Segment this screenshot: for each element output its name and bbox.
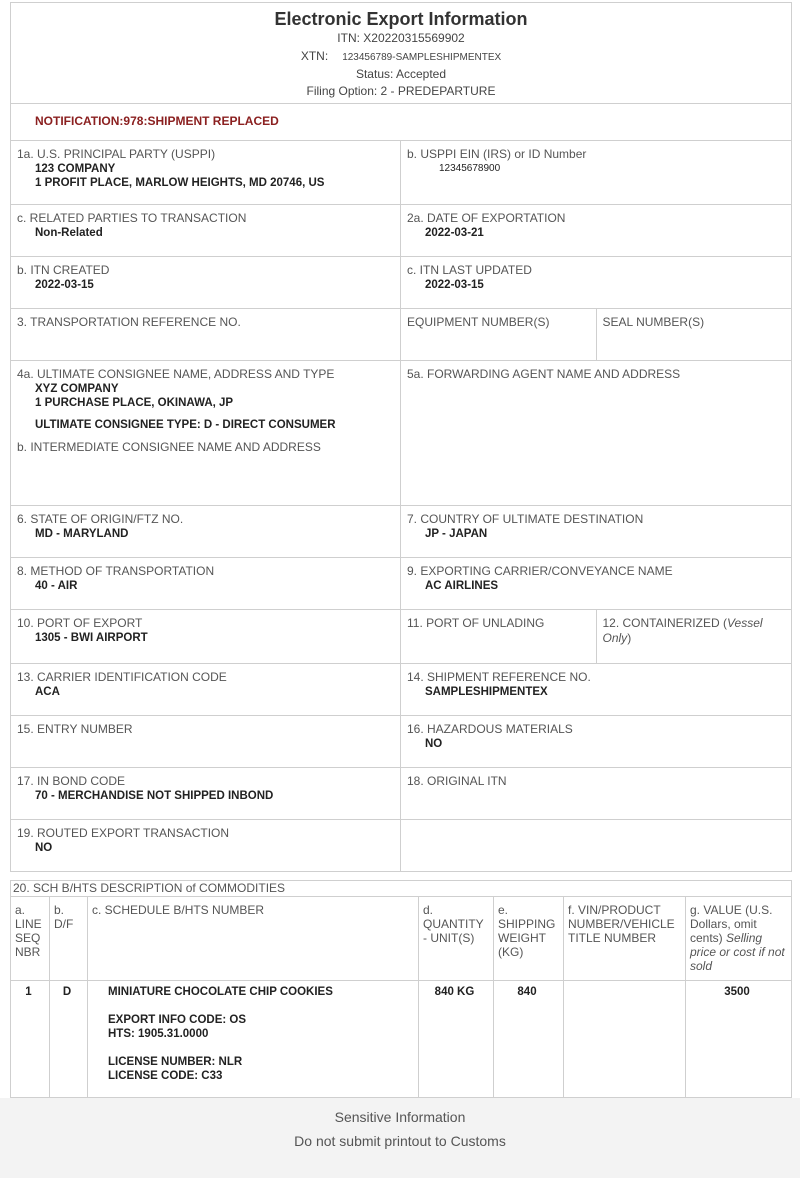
shipment-ref-label: 14. SHIPMENT REFERENCE NO. <box>407 670 591 684</box>
hazardous-label: 16. HAZARDOUS MATERIALS <box>407 722 573 736</box>
country-label: 7. COUNTRY OF ULTIMATE DESTINATION <box>407 512 644 526</box>
xtn-value: 123456789-SAMPLESHIPMENTEX <box>342 52 502 63</box>
col-schedule <box>87 897 418 1097</box>
consignee-name: XYZ COMPANY <box>35 383 119 395</box>
containerized-label-close: ) <box>627 631 632 645</box>
usppi-ein-value: 12345678900 <box>439 163 501 174</box>
cell-carrier <box>400 558 791 609</box>
row-carrier-id <box>11 664 791 716</box>
inbond-label: 17. IN BOND CODE <box>17 774 126 788</box>
cell-shipment-ref <box>400 664 791 715</box>
commodities-table <box>11 897 791 1097</box>
entry-label: 15. ENTRY NUMBER <box>17 722 133 736</box>
related-label: c. RELATED PARTIES TO TRANSACTION <box>17 211 247 225</box>
header-quantity: d. QUANTITY - UNIT(S) <box>419 897 493 981</box>
containerized-label-italic: Vessel Only <box>602 616 763 645</box>
header-value <box>686 897 791 981</box>
cell-weight: 840 <box>517 986 537 998</box>
country-value: JP - JAPAN <box>425 528 488 540</box>
cell-containerized <box>596 610 792 663</box>
cell-transport-ref <box>11 309 400 360</box>
cell-port-export <box>11 610 400 663</box>
cell-quantity: 840 KG <box>434 986 475 998</box>
cell-equipment <box>400 309 596 360</box>
transport-ref-label: 3. TRANSPORTATION REFERENCE NO. <box>17 315 241 329</box>
consignee-label: 4a. ULTIMATE CONSIGNEE NAME, ADDRESS AND TYPE <box>17 367 335 381</box>
notification-text: NOTIFICATION:978:SHIPMENT REPLACED <box>35 114 279 128</box>
cell-empty <box>400 820 791 871</box>
hazardous-value: NO <box>425 738 443 750</box>
row-inbond <box>11 768 791 820</box>
footer-notice <box>0 1098 800 1178</box>
row-ports <box>11 610 791 664</box>
commodities-section <box>10 880 792 1098</box>
row-consignee <box>11 361 791 506</box>
xtn-label: XTN: <box>300 49 329 63</box>
routed-value: NO <box>35 842 53 854</box>
row-routed <box>11 820 791 872</box>
carrier-id-label: 13. CARRIER IDENTIFICATION CODE <box>17 670 227 684</box>
carrier-label: 9. EXPORTING CARRIER/CONVEYANCE NAME <box>407 564 673 578</box>
export-date-value: 2022-03-21 <box>425 227 484 239</box>
xtn-line <box>11 48 791 66</box>
inbond-value: 70 - MERCHANDISE NOT SHIPPED INBOND <box>35 790 274 802</box>
cell-itn-created <box>11 257 400 308</box>
document-title: Electronic Export Information <box>274 9 528 29</box>
cell-inbond <box>11 768 400 819</box>
cell-port-unlading <box>400 610 596 663</box>
col-quantity <box>418 897 493 1097</box>
port-export-label: 10. PORT OF EXPORT <box>17 616 143 630</box>
col-df <box>49 897 87 1097</box>
license-code: LICENSE CODE: C33 <box>108 1070 223 1082</box>
original-itn-label: 18. ORIGINAL ITN <box>407 774 507 788</box>
cell-state <box>11 506 400 557</box>
port-export-value: 1305 - BWI AIRPORT <box>35 632 148 644</box>
col-vin <box>563 897 685 1097</box>
consignee-address: 1 PURCHASE PLACE, OKINAWA, JP <box>35 397 234 409</box>
header-value-italic: Selling price or cost if not sold <box>690 931 785 973</box>
row-related <box>11 205 791 257</box>
port-unlading-label: 11. PORT OF UNLADING <box>406 616 545 630</box>
header-schedule: c. SCHEDULE B/HTS NUMBER <box>88 897 418 981</box>
export-date-label: 2a. DATE OF EXPORTATION <box>407 211 566 225</box>
cell-seal <box>596 309 792 360</box>
cell-df: D <box>62 986 72 998</box>
intermediate-label: b. INTERMEDIATE CONSIGNEE NAME AND ADDRESS <box>17 440 321 454</box>
footer-line-2: Do not submit printout to Customs <box>294 1133 506 1149</box>
header-vin: f. VIN/PRODUCT NUMBER/VEHICLE TITLE NUMBER <box>564 897 685 981</box>
routed-label: 19. ROUTED EXPORT TRANSACTION <box>17 826 230 840</box>
filing-option-line: Filing Option: 2 - PREDEPARTURE <box>306 84 496 98</box>
cell-usppi <box>11 141 400 204</box>
method-label: 8. METHOD OF TRANSPORTATION <box>17 564 215 578</box>
status-line: Status: Accepted <box>355 67 447 81</box>
cell-itn-updated <box>400 257 791 308</box>
usppi-name: 123 COMPANY <box>35 163 116 175</box>
col-weight <box>493 897 563 1097</box>
itn-created-value: 2022-03-15 <box>35 279 94 291</box>
forwarding-label: 5a. FORWARDING AGENT NAME AND ADDRESS <box>407 367 681 381</box>
col-value <box>685 897 791 1097</box>
document-header <box>10 2 792 140</box>
containerized-label-text: 12. CONTAINERIZED ( <box>602 616 727 630</box>
header-value-text: g. VALUE (U.S. Dollars, omit cents) <box>690 903 773 945</box>
state-label: 6. STATE OF ORIGIN/FTZ NO. <box>17 512 184 526</box>
header-df: b. D/F <box>50 897 87 981</box>
cell-export-date <box>400 205 791 256</box>
cell-carrier-id <box>11 664 400 715</box>
cell-country <box>400 506 791 557</box>
hts-code: HTS: 1905.31.0000 <box>108 1028 209 1040</box>
license-number: LICENSE NUMBER: NLR <box>108 1056 243 1068</box>
usppi-address: 1 PROFIT PLACE, MARLOW HEIGHTS, MD 20746, US <box>35 177 325 189</box>
shipment-ref-value: SAMPLESHIPMENTEX <box>425 686 548 698</box>
row-entry <box>11 716 791 768</box>
row-usppi <box>11 141 791 205</box>
carrier-id-value: ACA <box>35 686 60 698</box>
carrier-value: AC AIRLINES <box>425 580 499 592</box>
cell-line: 1 <box>25 986 32 998</box>
itn-line: ITN: X20220315569902 <box>337 31 465 45</box>
commodities-title: 20. SCH B/HTS DESCRIPTION of COMMODITIES <box>11 881 791 897</box>
header-line: a. LINE SEQ NBR <box>11 897 49 981</box>
cell-consignee <box>11 361 400 505</box>
method-value: 40 - AIR <box>35 580 78 592</box>
cell-method <box>11 558 400 609</box>
containerized-label <box>603 616 786 646</box>
cell-related <box>11 205 400 256</box>
usppi-ein-label: b. USPPI EIN (IRS) or ID Number <box>407 147 587 161</box>
footer-line-1: Sensitive Information <box>334 1109 466 1125</box>
consignee-type: ULTIMATE CONSIGNEE TYPE: D - DIRECT CONSUMER <box>35 419 336 431</box>
seal-label: SEAL NUMBER(S) <box>602 315 705 329</box>
export-info-code: EXPORT INFO CODE: OS <box>108 1014 247 1026</box>
commodity-description: MINIATURE CHOCOLATE CHIP COOKIES <box>108 986 333 998</box>
cell-description <box>88 981 418 1083</box>
fields-grid <box>10 140 792 872</box>
cell-usppi-ein <box>400 141 791 204</box>
cell-routed <box>11 820 400 871</box>
cell-forwarding <box>400 361 791 505</box>
cell-value: 3500 <box>724 986 750 998</box>
cell-hazardous <box>400 716 791 767</box>
itn-updated-label: c. ITN LAST UPDATED <box>407 263 532 277</box>
cell-entry <box>11 716 400 767</box>
cell-vin <box>564 981 685 985</box>
col-line <box>11 897 49 1097</box>
row-transport-ref <box>11 309 791 361</box>
row-state-country <box>11 506 791 558</box>
usppi-label: 1a. U.S. PRINCIPAL PARTY (USPPI) <box>17 147 216 161</box>
itn-created-label: b. ITN CREATED <box>17 263 110 277</box>
state-value: MD - MARYLAND <box>35 528 129 540</box>
row-itn-dates <box>11 257 791 309</box>
header-weight: e. SHIPPING WEIGHT (KG) <box>494 897 563 981</box>
equipment-label: EQUIPMENT NUMBER(S) <box>406 315 550 329</box>
cell-original-itn <box>400 768 791 819</box>
notification-row <box>11 103 791 139</box>
related-value: Non-Related <box>35 227 103 239</box>
row-method-carrier <box>11 558 791 610</box>
itn-updated-value: 2022-03-15 <box>425 279 484 291</box>
